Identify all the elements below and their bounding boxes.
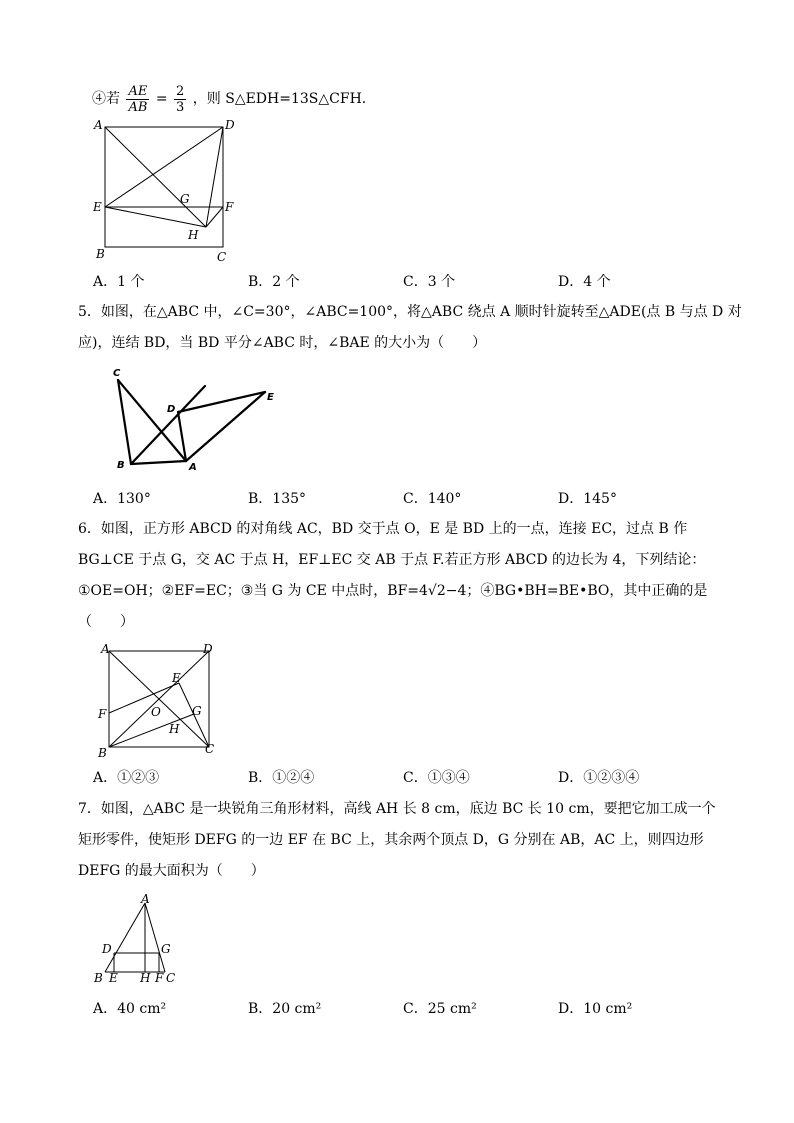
q4-option-c[interactable]: C．3 个 — [403, 274, 456, 290]
q5-label-b: B — [117, 460, 125, 471]
q6-label-f: F — [98, 707, 107, 721]
q5-option-c[interactable]: C．140° — [403, 491, 462, 507]
q7-label-g: G — [161, 942, 171, 956]
q4-equals: = — [155, 91, 168, 107]
q4-label-d: D — [225, 118, 235, 132]
q7-label-b: B — [94, 971, 103, 985]
q6-label-o: O — [151, 705, 161, 719]
q7-label-a: A — [141, 893, 150, 906]
q5-option-d[interactable]: D．145° — [558, 491, 617, 507]
q5-option-a[interactable]: A．130° — [93, 491, 151, 507]
q4-label-e: E — [93, 200, 102, 214]
q6-label-g: G — [192, 704, 202, 718]
q6-label-e: E — [172, 671, 181, 685]
q5-option-b[interactable]: B．135° — [248, 491, 307, 507]
q4-label-b: B — [96, 247, 105, 261]
q5-label-c: C — [113, 368, 121, 379]
q7-option-b[interactable]: B．20 cm² — [248, 1001, 322, 1017]
q6-label-c: C — [205, 742, 215, 756]
q5-text-line-2: 应)，连结 BD，当 BD 平分∠ABC 时，∠BAE 的大小为（ ） — [78, 335, 487, 351]
q7-label-f: F — [155, 971, 164, 985]
q4-frac-num: AE — [126, 84, 149, 100]
q4-val-den: 3 — [176, 99, 185, 115]
q6-option-b[interactable]: B．①②④ — [248, 770, 315, 786]
q4-option-d[interactable]: D．4 个 — [558, 274, 611, 290]
q4-stmt-suffix: ，则 S△EDH=13S△CFH． — [192, 91, 376, 107]
q5-label-d: D — [167, 404, 176, 415]
q7-label-h: H — [140, 971, 151, 985]
q7-label-d: D — [102, 942, 112, 956]
q7-label-c: C — [166, 971, 176, 985]
q5-label-a: A — [189, 462, 197, 473]
q4-fraction-ae-ab — [126, 84, 149, 115]
q4-option-b[interactable]: B．2 个 — [248, 274, 300, 290]
q4-figure — [88, 115, 243, 265]
q7-label-e: E — [109, 971, 118, 985]
q7-text-line-2: 矩形零件，使矩形 DEFG 的一边 EF 在 BC 上，其余两个顶点 D，G 分别在 AB，AC 上，则四边形 — [78, 832, 704, 848]
q4-label-f: F — [225, 200, 234, 214]
q4-fraction-value — [174, 84, 186, 115]
q4-label-h: H — [188, 228, 199, 242]
q6-figure — [94, 639, 224, 759]
q6-label-a: A — [101, 642, 110, 656]
q7-option-d[interactable]: D．10 cm² — [558, 1001, 633, 1017]
q6-option-d[interactable]: D．①②③④ — [558, 770, 640, 786]
q4-statement — [92, 82, 376, 116]
q4-label-g: G — [180, 192, 190, 206]
q4-frac-den: AB — [128, 99, 148, 115]
q7-option-c[interactable]: C．25 cm² — [403, 1001, 477, 1017]
q6-label-b: B — [98, 746, 107, 759]
q6-option-c[interactable]: C．①③④ — [403, 770, 470, 786]
q7-text-line-1: 7．如图，△ABC 是一块锐角三角形材料，高线 AH 长 8 cm，底边 BC 长 10 cm，要把它加工成一个 — [78, 801, 716, 817]
q6-label-h: H — [169, 722, 180, 736]
q5-text-line-1: 5．如图，在△ABC 中，∠C=30°，∠ABC=100°，将△ABC 绕点 A 顺时针旋转至△ADE(点 B 与点 D 对 — [78, 304, 742, 320]
q5-figure — [105, 364, 290, 476]
q6-option-a[interactable]: A．①②③ — [93, 770, 160, 786]
q5-label-e: E — [267, 392, 274, 403]
q6-text-line-3: ①OE=OH；②EF=EC；③当 G 为 CE 中点时，BF=4√2−4；④BG•BH=BE•BO，其中正确的是 — [78, 583, 708, 599]
q4-val-num: 2 — [176, 83, 185, 99]
q7-option-a[interactable]: A．40 cm² — [93, 1001, 167, 1017]
q4-label-c: C — [217, 250, 227, 264]
q6-label-d: D — [203, 642, 213, 656]
q6-text-line-4: （ ） — [78, 614, 134, 630]
q4-label-a: A — [94, 118, 103, 132]
q6-text-line-1: 6．如图，正方形 ABCD 的对角线 AC，BD 交于点 O，E 是 BD 上的一点，连接 EC，过点 B 作 — [78, 521, 688, 537]
q4-option-a[interactable]: A．1 个 — [93, 274, 145, 290]
q7-text-line-3: DEFG 的最大面积为（ ） — [78, 863, 265, 879]
q7-figure — [90, 893, 185, 986]
q4-stmt-prefix: ④若 — [92, 91, 120, 107]
q6-text-line-2: BG⊥CE 于点 G，交 AC 于点 H，EF⊥EC 交 AB 于点 F.若正方形 ABCD 的边长为 4，下列结论： — [78, 552, 706, 568]
